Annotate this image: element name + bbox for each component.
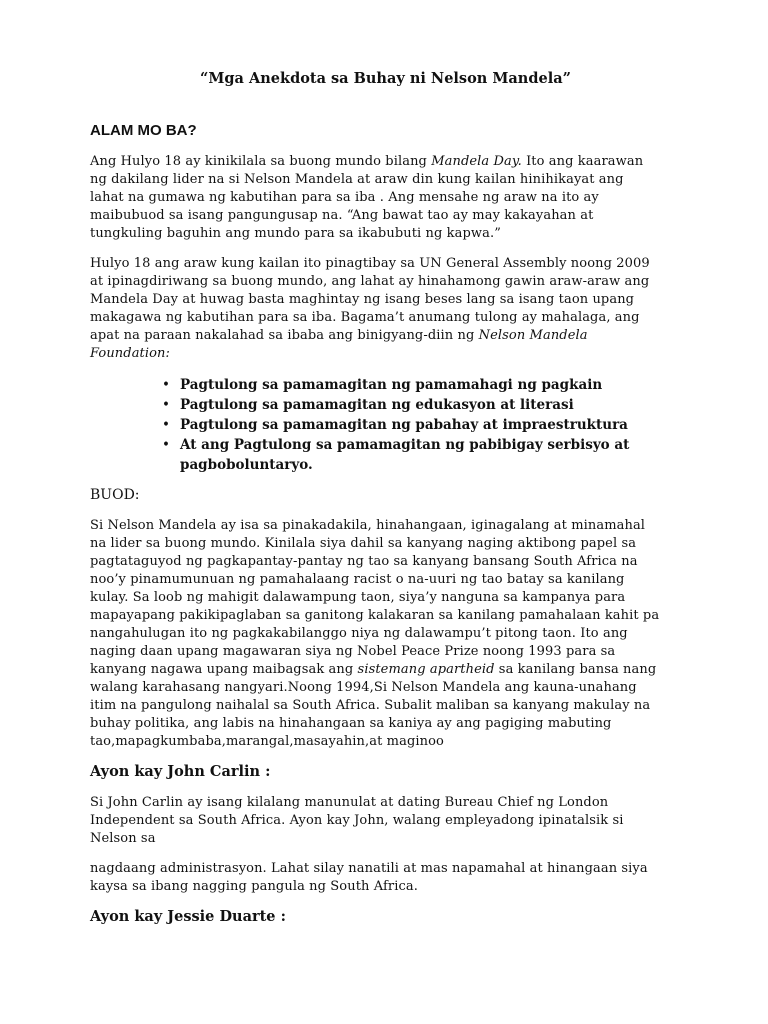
bullet-text: Pagtulong sa pamamagitan ng pabahay at impraestruktura [180,417,628,433]
document-title: “Mga Anekdota sa Buhay ni Nelson Mandela” [200,70,571,87]
paragraph-text: Hulyo 18 ang araw kung kailan ito pinagtibay sa UN General Assembly noong 2009 at ipinagdiriwang sa buong mundo, ang lahat ay hinahamong gawin araw-araw ang Mandela Day at huwag basta maghintay ng isang beses lang sa isang taon upang makagawa ng kabutihan para sa iba. Bagama’t anumang tulong ay mahalaga, ang apat na paraan nakalahad sa ibaba ang binigyang-diin ng [90,256,650,343]
bullet-item [162,415,673,435]
bullet-item [162,375,673,395]
bullet-text: At ang Pagtulong sa pamamagitan ng pabibigay serbisyo at pagboboluntaryo. [180,437,630,473]
paragraph-buod [90,517,662,751]
paragraph-text: Ito ang kaarawan ng dakilang lider na si Nelson Mandela at araw din kung kailan hinihikayat ang lahat na gumawa ng kabutihan para sa iba . Ang mensahe ng araw na ito ay maibubuod sa isang pangungusap na. “Ang bawat tao ay may kakayahan at tungkuling baguhin ang mundo para sa ikabubuti ng kapwa.” [90,154,644,241]
emphasis-foundation: Nelson Mandela Foundation: [90,328,588,361]
paragraph-text: Si Nelson Mandela ay isa sa pinakadakila, hinahangaan, iginagalang at minamahal na lider sa buong mundo. Kinilala siya dahil sa kanyang naging aktibong papel sa pagtataguyod ng pagkapantay-pantay ng tao sa kanyang bansang South Africa na noo’y pinamumunuan ng pamahalaang racist o na-uuri ng tao batay sa kanilang kulay. Sa loob ng mahigit dalawampung taon, siya’y nanguna sa kampanya para mapayapang pakikipaglaban sa ganitong kalakaran sa kanilang pamahalaan kahit pa nangahulugan ito ng pagkakabilanggo niya ng dalawampu’t pitong taon. Ito ang naging daan upang magawaran siya ng Nobel Peace Prize noong 1993 para sa kanyang nagawa upang maibagsak ang [90,518,660,677]
bullet-icon: • [162,417,170,433]
paragraph-hulyo-18 [90,255,660,363]
bullet-list [90,375,673,475]
emphasis-apartheid: sistemang apartheid [357,662,495,677]
bullet-item [162,395,673,415]
bullet-text: Pagtulong sa pamamagitan ng pamamahagi ng pagkain [180,377,603,393]
paragraph-text: Ang Hulyo 18 ay kinikilala sa buong mundo bilang [90,154,432,169]
bullet-icon: • [162,397,170,413]
bullet-icon: • [162,377,170,393]
paragraph-john-carlin: Si John Carlin ay isang kilalang manunulat at dating Bureau Chief ng London Independent sa South Africa. Ayon kay John, walang empleyadong ipinatalsik si Nelson sa [90,795,624,846]
bullet-icon: • [162,437,170,453]
bullet-text: Pagtulong sa pamamagitan ng edukasyon at literasi [180,397,574,413]
paragraph-administrasyon: nagdaang administrasyon. Lahat silay nanatili at mas napamahal at hinangaan siya kaysa sa ibang nagging pangula ng South Africa. [90,861,648,894]
heading-jessie-duarte: Ayon kay Jessie Duarte : [90,908,286,925]
paragraph-mandela-day [90,153,650,243]
heading-john-carlin: Ayon kay John Carlin : [90,763,271,780]
emphasis-mandela-day: Mandela Day. [431,154,522,169]
bullet-item [162,435,673,475]
paragraph-text: sa kanilang bansa nang walang karahasang nangyari.Noong 1994,Si Nelson Mandela ang kauna-unahang itim na pangulong naihalal sa South Africa. Subalit maliban sa kanyang makulay na buhay politika, ang labis na hinahangaan sa kaniya ay ang pagiging mabuting tao,mapagkumbaba,marangal,masayahin,at maginoo [90,662,657,749]
heading-buod: BUOD: [90,487,140,503]
heading-alam-mo-ba: ALAM MO BA? [90,122,197,139]
